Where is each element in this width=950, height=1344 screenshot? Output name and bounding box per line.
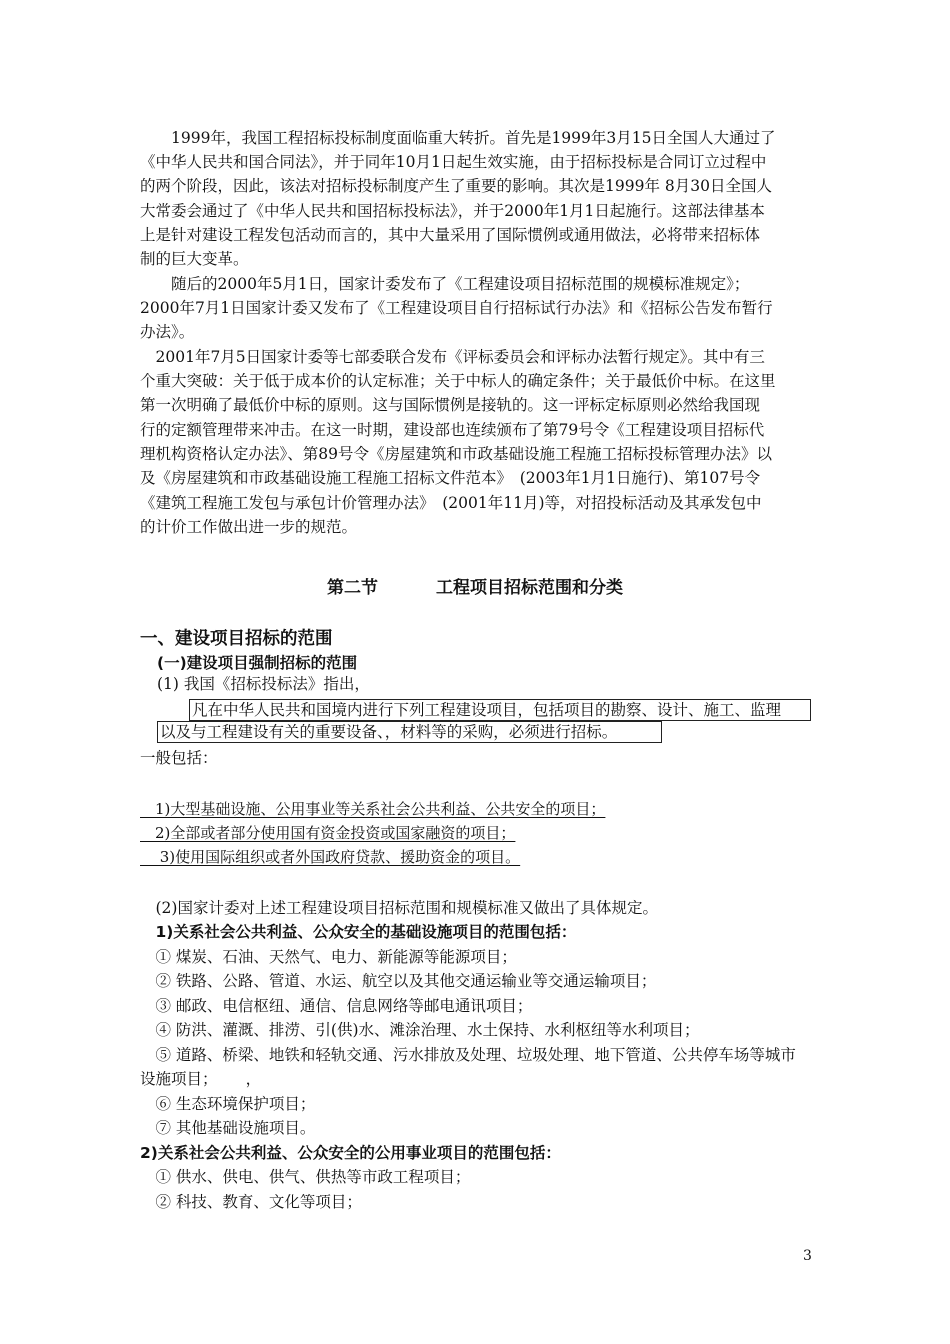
plan-commission-text: (2)国家计委对上述工程建设项目招标范围和规模标准又做出了具体规定。: [140, 899, 658, 917]
infra-item-7: ⑦ 其他基础设施项目。: [140, 1119, 316, 1137]
paragraph-1-line-1: 1999年，我国工程招标投标制度面临重大转折。首先是1999年3月15日全国人大通过了: [140, 129, 776, 147]
paragraph-1-line-4: 大常委会通过了《中华人民共和国招标投标法》，并于2000年1月1日起施行。这部法律基本: [140, 202, 765, 220]
infra-item-5: ⑤ 道路、桥梁、地铁和轻轨交通、污水排放及处理、垃圾处理、地下管道、公共停车场等城市: [140, 1046, 796, 1064]
paragraph-2-line-2: 2000年7月1日国家计委又发布了《工程建设项目自行招标试行办法》和《招标公告发布暂行: [140, 299, 773, 317]
public-utility-heading: 2)关系社会公共利益、公众安全的公用事业项目的范围包括：: [140, 1144, 561, 1162]
paragraph-1-line-2: 《中华人民共和国合同法》，并于同年10月1日起生效实施，由于招标投标是合同订立过程中: [140, 153, 767, 171]
law-intro: (1) 我国《招标投标法》指出，: [157, 675, 370, 693]
infra-item-2: ② 铁路、公路、管道、水运、航空以及其他交通运输业等交通运输项目；: [140, 972, 657, 990]
infra-item-1: ① 煤炭、石油、天然气、电力、新能源等能源项目；: [140, 948, 517, 966]
paragraph-2-line-1: 随后的2000年5月1日，国家计委发布了《工程建设项目招标范围的规模标准规定》；: [140, 275, 750, 293]
paragraph-3-line-6: 及《房屋建筑和市政基础设施工程施工招标文件范本》 (2003年1月1日施行)、第107号令: [140, 469, 761, 487]
underlined-item-1: 1)大型基础设施、公用事业等关系社会公共利益、公共安全的项目；: [140, 800, 606, 818]
page-number: 3: [803, 1248, 812, 1264]
underlined-item-3: 3)使用国际组织或者外国政府贷款、援助资金的项目。: [140, 848, 521, 866]
paragraph-3-line-3: 第一次明确了最低价中标的原则。这与国际惯例是接轨的。这一评标定标原则必然给我国现: [140, 396, 761, 414]
section-title: 工程项目招标范围和分类: [436, 578, 623, 598]
paragraph-1-line-6: 制的巨大变革。: [140, 250, 249, 268]
infra-item-4: ④ 防洪、灌溉、排涝、引(供)水、滩涂治理、水土保持、水利枢纽等水利项目；: [140, 1021, 700, 1039]
infra-item-6: ⑥ 生态环境保护项目；: [140, 1095, 316, 1113]
paragraph-3-line-5: 理机构资格认定办法》、第89号令《房屋建筑和市政基础设施工程施工招标投标管理办法》以: [140, 445, 772, 463]
paragraph-3-line-8: 的计价工作做出进一步的规范。: [140, 518, 358, 536]
public-item-1: ① 供水、供电、供气、供热等市政工程项目；: [140, 1168, 471, 1186]
paragraph-3-line-2: 个重大突破：关于低于成本价的认定标准；关于中标人的确定条件；关于最低价中标。在这里: [140, 372, 776, 390]
section-number: 第二节: [327, 578, 378, 598]
boxed-quote-line-2: 以及与工程建设有关的重要设备、，材料等的采购，必须进行招标。: [157, 721, 662, 743]
heading-level-2: (一)建设项目强制招标的范围: [157, 654, 358, 672]
paragraph-3-line-1: 2001年7月5日国家计委等七部委联合发布《评标委员会和评标办法暂行规定》。其中有三: [140, 348, 765, 366]
infra-item-5-cont: 设施项目； ，: [140, 1070, 262, 1088]
section-heading: [0, 573, 950, 598]
paragraph-1-line-5: 上是针对建设工程发包活动而言的，其中大量采用了国际惯例或通用做法，必将带来招标体: [140, 226, 761, 244]
paragraph-1-line-3: 的两个阶段，因此，该法对招标投标制度产生了重要的影响。其次是1999年 8月30日全国人: [140, 177, 772, 195]
public-item-2: ② 科技、教育、文化等项目；: [140, 1193, 362, 1211]
underlined-item-2: 2)全部或者部分使用国有资金投资或国家融资的项目；: [140, 824, 516, 842]
infra-item-3: ③ 邮政、电信枢纽、通信、信息网络等邮电通讯项目；: [140, 997, 533, 1015]
paragraph-3-line-4: 行的定额管理带来冲击。在这一时期，建设部也连续颁布了第79号令《工程建设项目招标代: [140, 421, 765, 439]
heading-level-1: 一、建设项目招标的范围: [140, 629, 333, 649]
general-include-label: 一般包括：: [140, 749, 218, 767]
infrastructure-heading: 1)关系社会公共利益、公众安全的基础设施项目的范围包括：: [140, 923, 577, 941]
paragraph-3-line-7: 《建筑工程施工发包与承包计价管理办法》 (2001年11月)等，对招投标活动及其承发包中: [140, 494, 762, 512]
boxed-quote-line-1: 凡在中华人民共和国境内进行下列工程建设项目，包括项目的勘察、设计、施工、监理: [189, 699, 811, 721]
paragraph-2-line-3: 办法》。: [140, 323, 195, 341]
